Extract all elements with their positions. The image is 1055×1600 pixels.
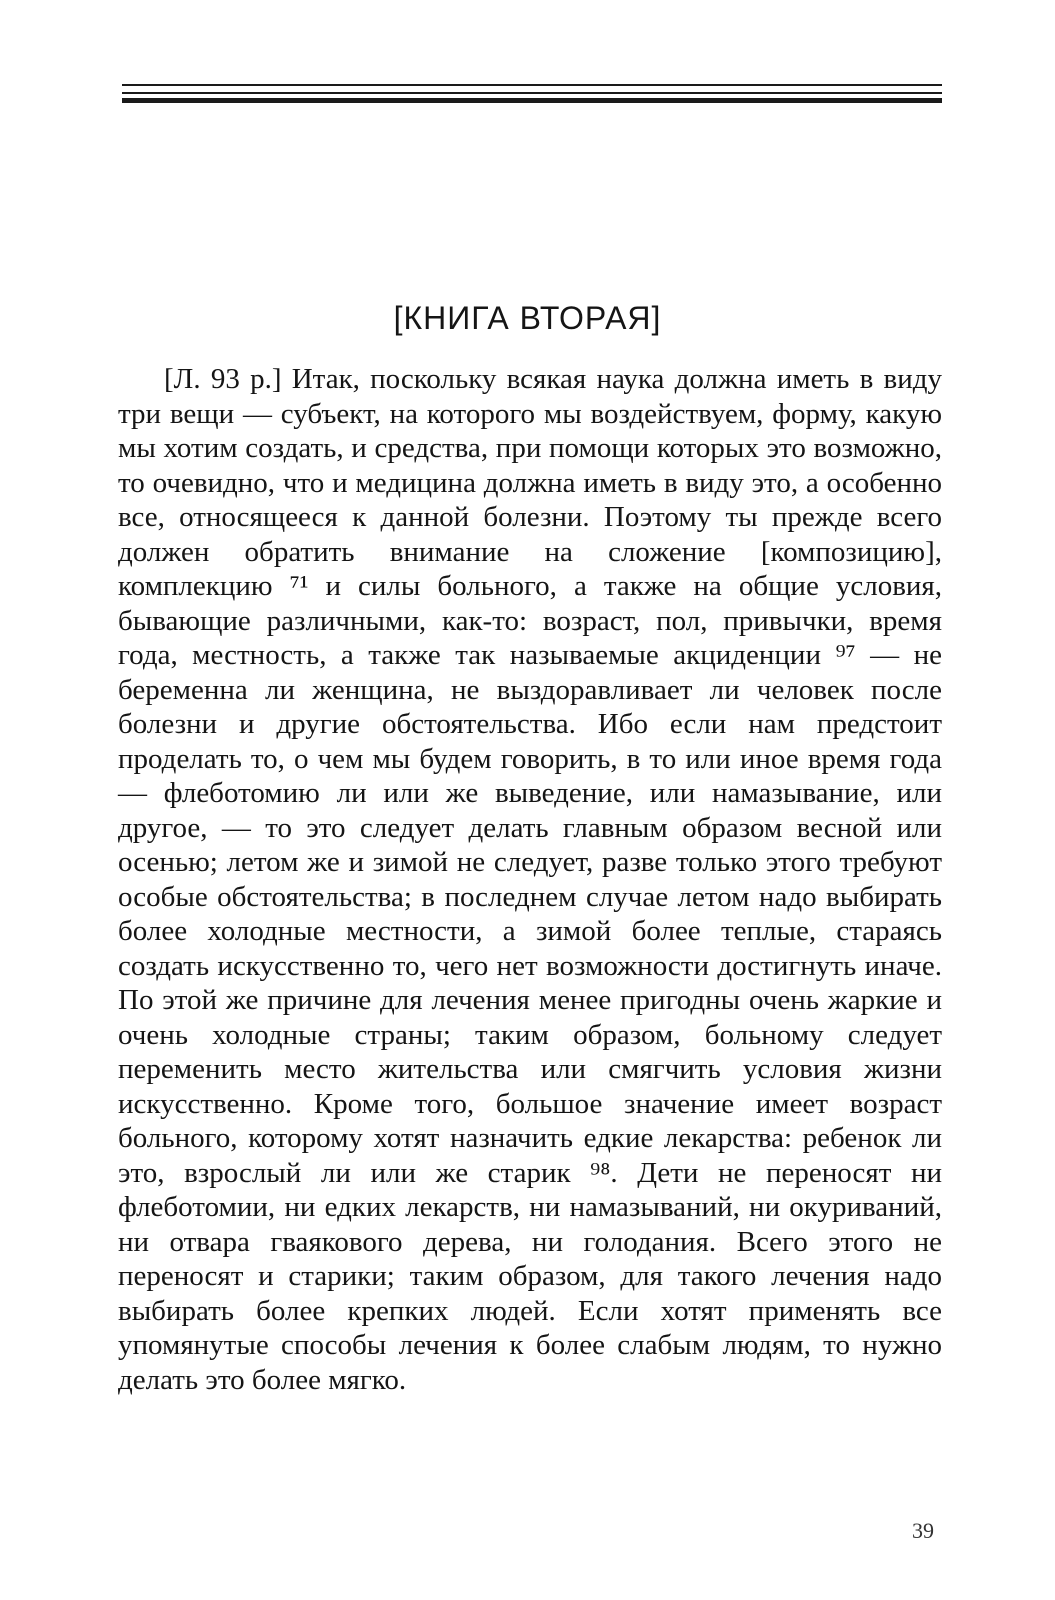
header-rule-thin-middle [122,92,942,94]
header-rule-thin-top [122,84,942,86]
chapter-heading: [КНИГА ВТОРАЯ] [393,300,662,336]
body-paragraph: [Л. 93 р.] Итак, поскольку всякая наука должна иметь в виду три вещи — субъект, на которого мы воздействуем, форму, какую мы хотим создать, и средства, при помощи которых это возможно, то очевидно, что и медицина должна иметь в виду это, а особенно все, относящееся к данной болезни. Поэтому ты прежде всего должен обратить внимание на сложение [композицию], комплекцию ⁷¹ и силы больного, а также на общие условия, бывающие различными, как-то: возраст, пол, привычки, время года, местность, а также так называемые акциденции ⁹⁷ — не беременна ли женщина, не выздоравливает ли человек после болезни и другие обстоятельства. Ибо если нам предстоит проделать то, о чем мы будем говорить, в то или иное время года — флеботомию ли или же выведение, или намазывание, или другое, — то это следует делать главным образом весной или осенью; летом же и зимой не следует, разве только этого требуют особые обстоятельства; в последнем случае летом надо выбирать более холодные местности, а зимой более теплые, стараясь создать искусственно то, чего нет возможности достигнуть иначе. По этой же причине для лечения менее пригодны очень жаркие и очень холодные страны; таким образом, больному следует переменить место жительства или смягчить условия жизни искусственно. Кроме того, большое значение имеет возраст больного, которому хотят назначить едкие лекарства: ребенок ли это, взрослый ли или же старик ⁹⁸. Дети не переносят ни флеботомии, ни едких лекарств, ни намазываний, ни окуриваний, ни отвара гваякового дерева, ни голодания. Всего этого не переносят и старики; таким образом, для такого лечения надо выбирать более крепких людей. Если хотят применять все упомянутые способы лечения к более слабым людям, то нужно делать это более мягко. [118,363,942,1396]
page-number: 39 [912,1518,934,1543]
header-rules [122,84,942,103]
header-rule-thick [122,98,942,103]
